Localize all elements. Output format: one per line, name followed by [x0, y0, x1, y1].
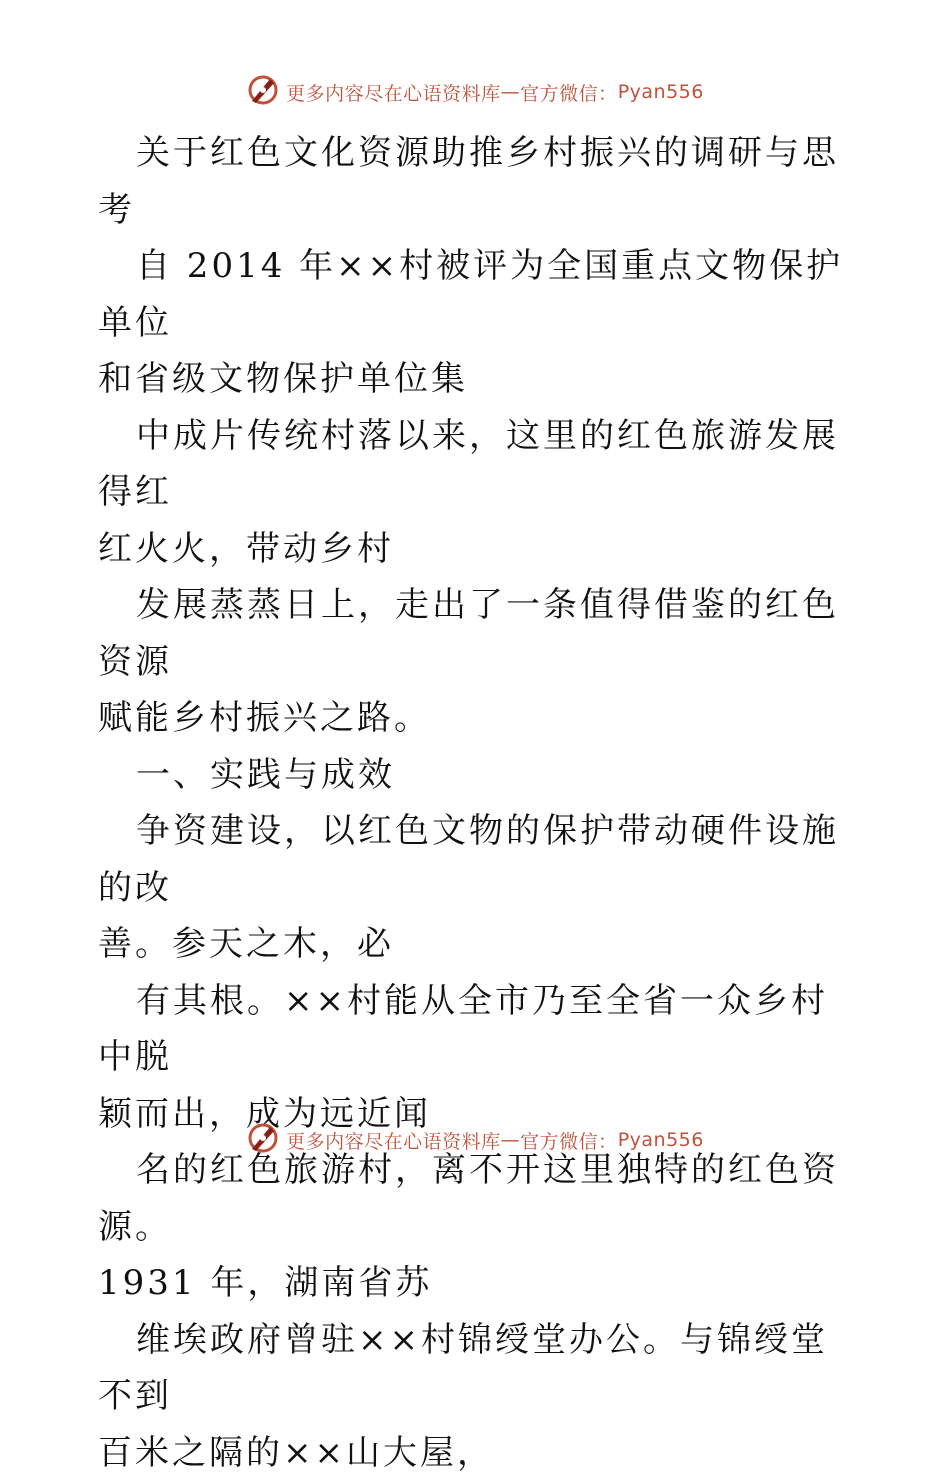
- body-line: 争资建设，以红色文物的保护带动硬件设施的改: [98, 803, 854, 916]
- watermark-text: 更多内容尽在心语资料库: [286, 1127, 501, 1154]
- body-line: 维埃政府曾驻××村锦绶堂办公。与锦绶堂不到: [98, 1312, 854, 1425]
- body-line: 发展蒸蒸日上，走出了一条值得借鉴的红色资源: [98, 577, 854, 690]
- pen-circle-logo-icon: [246, 1121, 280, 1160]
- header-watermark: [0, 72, 950, 112]
- body-line: 赋能乡村振兴之路。: [98, 690, 854, 747]
- body-line: 中成片传统村落以来，这里的红色旅游发展得红: [98, 408, 854, 521]
- footer-watermark: [0, 1120, 950, 1160]
- watermark-dash: —: [501, 81, 521, 103]
- pen-circle-logo-icon: [246, 73, 280, 112]
- body-line: 和省级文物保护单位集: [98, 351, 854, 408]
- watermark-wechat-id: Pyan556: [618, 81, 704, 103]
- body-line: 1931 年，湖南省苏: [98, 1255, 854, 1312]
- watermark-dash: —: [501, 1129, 521, 1151]
- body-line: 百米之隔的××山大屋，: [98, 1425, 854, 1481]
- watermark-text: 更多内容尽在心语资料库: [286, 79, 501, 106]
- body-line: 善。参天之木，必: [98, 916, 854, 973]
- document-title: 关于红色文化资源助推乡村振兴的调研与思考: [98, 125, 854, 238]
- watermark-wechat-id: Pyan556: [618, 1129, 704, 1151]
- body-line: 名的红色旅游村，离不开这里独特的红色资源。: [98, 1142, 854, 1255]
- watermark-label: 官方微信：: [520, 1127, 618, 1154]
- body-line: 颖而出，成为远近闻: [98, 1086, 854, 1143]
- body-line: 红火火，带动乡村: [98, 521, 854, 578]
- watermark-label: 官方微信：: [520, 79, 618, 106]
- body-line: 自 2014 年××村被评为全国重点文物保护单位: [98, 238, 854, 351]
- section-heading: 一、实践与成效: [98, 747, 854, 804]
- document-body: [98, 125, 854, 1481]
- body-line: 有其根。××村能从全市乃至全省一众乡村中脱: [98, 973, 854, 1086]
